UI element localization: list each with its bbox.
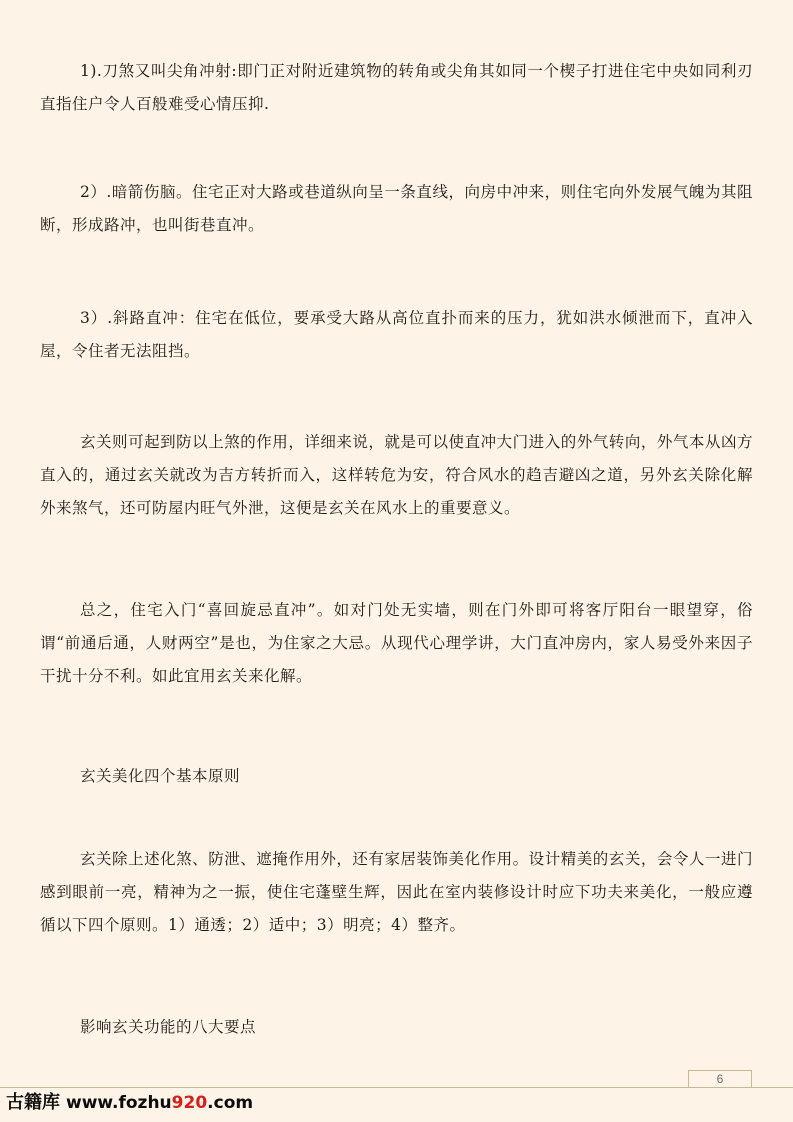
paragraph-xie-lu-zhi-chong: 3）.斜路直冲：住宅在低位，要承受大路从高位直扑而来的压力，犹如洪水倾泄而下，直冲入屋，令住者无法阻挡。 xyxy=(40,309,753,360)
section-heading-eight-points: 影响玄关功能的八大要点 xyxy=(80,1018,257,1036)
brand-url-prefix: www.fozhu xyxy=(66,1093,172,1113)
page-number: 6 xyxy=(688,1070,752,1088)
paragraph-an-jian-shang-nao: 2）.暗箭伤脑。住宅正对大路或巷道纵向呈一条直线，向房中冲来，则住宅向外发展气魄为其阻断，形成路冲，也叫街巷直冲。 xyxy=(40,183,753,234)
paragraph-xuan-guan-function: 玄关则可起到防以上煞的作用，详细来说，就是可以使直冲大门进入的外气转向，外气本从凶方直入的，通过玄关就改为吉方转折而入，这样转危为安，符合风水的趋吉避凶之道，另外玄关除化解外来煞气，还可防屋内旺气外泄，这便是玄关在风水上的重要意义。 xyxy=(40,433,753,517)
brand-name: 古籍库 xyxy=(6,1092,60,1113)
paragraph-dao-sha: 1).刀煞又叫尖角冲射:即门正对附近建筑物的转角或尖角其如同一个楔子打进住宅中央如同利刃直指住户令人百般难受心情压抑. xyxy=(40,62,753,113)
brand-url-accent: 920 xyxy=(171,1093,208,1113)
footer-divider xyxy=(0,1087,793,1088)
paragraph-summary: 总之，住宅入门“喜回旋忌直冲”。如对门处无实墙，则在门外即可将客厅阳台一眼望穿，俗谓“前通后通，人财两空”是也，为住家之大忌。从现代心理学讲，大门直冲房内，家人易受外来因子干扰十分不利。如此宜用玄关来化解。 xyxy=(40,601,753,685)
brand-url xyxy=(66,1093,253,1113)
paragraph-beautification: 玄关除上述化煞、防泄、遮掩作用外，还有家居装饰美化作用。设计精美的玄关，会令人一进门感到眼前一亮，精神为之一振，使住宅蓬壁生辉，因此在室内装修设计时应下功夫来美化，一般应遵循以下四个原则。1）通透；2）适中；3）明亮；4）整齐。 xyxy=(40,850,753,934)
section-heading-four-principles: 玄关美化四个基本原则 xyxy=(80,767,241,785)
brand-url-suffix: .com xyxy=(207,1093,254,1113)
footer-watermark xyxy=(6,1090,253,1116)
